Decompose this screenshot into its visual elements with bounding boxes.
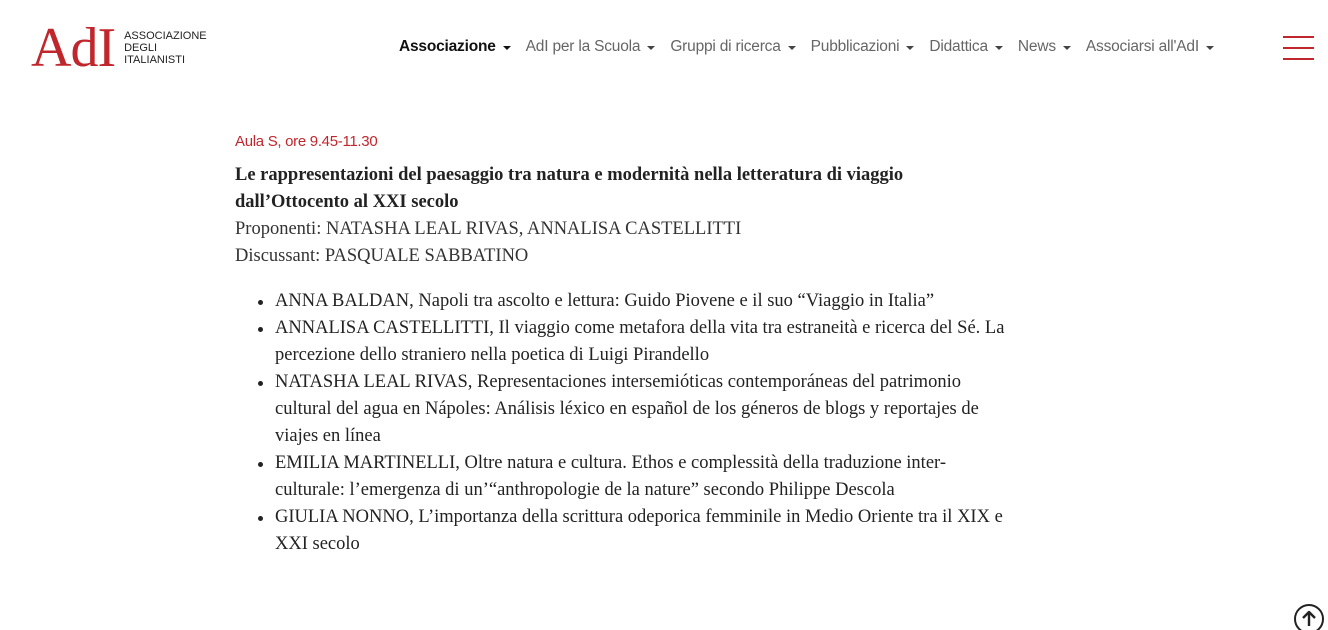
arrow-up-circle-icon <box>1301 610 1317 628</box>
talk-list <box>275 288 1005 558</box>
list-item: NATASHA LEAL RIVAS, Representaciones intersemióticas contemporáneas del patrimonio cultural del agua en Nápoles: Análisis léxico en español de los géneros de blogs y reportajes de viajes en línea <box>275 369 1005 450</box>
hamburger-icon[interactable] <box>1283 36 1314 60</box>
chevron-down-icon <box>1063 46 1071 50</box>
hamburger-bar <box>1283 47 1314 49</box>
list-item: GIULIA NONNO, L’importanza della scrittura odeporica femminile in Medio Oriente tra il XIX e XXI secolo <box>275 504 1005 558</box>
list-item: ANNALISA CASTELLITTI, Il viaggio come metafora della vita tra estraneità e ricerca del Sé. La percezione dello straniero nella poetica di Luigi Pirandello <box>275 315 1005 369</box>
chevron-down-icon <box>647 46 655 50</box>
nav-item-pubblicazioni[interactable] <box>811 38 915 56</box>
logo-text-line: ITALIANISTI <box>124 54 186 66</box>
nav-item-gruppi-di-ricerca[interactable] <box>670 38 795 56</box>
nav-item-label: Pubblicazioni <box>810 38 900 55</box>
chevron-down-icon <box>906 46 914 50</box>
nav-item-label: Associazione <box>399 38 496 55</box>
site-header <box>0 0 1328 96</box>
main-nav <box>399 36 1229 58</box>
chevron-down-icon <box>503 46 511 50</box>
session-title: Le rappresentazioni del paesaggio tra natura e modernità nella letteratura di viaggio dall’Ottocento al XXI secolo <box>235 165 904 212</box>
logo-text-line: ASSOCIAZIONE <box>124 30 207 42</box>
chevron-down-icon <box>788 46 796 50</box>
nav-item-label: Gruppi di ricerca <box>670 38 781 55</box>
chevron-down-icon <box>995 46 1003 50</box>
nav-item-associarsi[interactable] <box>1086 38 1214 56</box>
session-content <box>235 132 1005 558</box>
session-proponenti: Proponenti: NATASHA LEAL RIVAS, ANNALISA CASTELLITTI <box>235 219 742 239</box>
hamburger-bar <box>1283 58 1314 60</box>
session-discussant: Discussant: PASQUALE SABBATINO <box>235 246 529 266</box>
scroll-to-top-button[interactable] <box>1294 604 1324 630</box>
logo-text <box>124 30 207 66</box>
nav-item-label: Associarsi all'AdI <box>1085 38 1199 55</box>
logo-mark: AdI <box>31 17 116 79</box>
nav-item-label: News <box>1017 38 1056 55</box>
nav-item-label: AdI per la Scuola <box>525 38 641 55</box>
list-item: EMILIA MARTINELLI, Oltre natura e cultura. Ethos e complessità della traduzione inter-culturale: l’emergenza di un’“anthropologie de la nature” secondo Philippe Descola <box>275 450 1005 504</box>
nav-item-adi-per-la-scuola[interactable] <box>526 38 656 56</box>
nav-item-associazione[interactable] <box>399 38 511 56</box>
nav-item-news[interactable] <box>1018 38 1071 56</box>
list-item: ANNA BALDAN, Napoli tra ascolto e lettura: Guido Piovene e il suo “Viaggio in Italia” <box>275 288 1005 315</box>
nav-item-label: Didattica <box>929 38 988 55</box>
nav-item-didattica[interactable] <box>929 38 1003 56</box>
logo-text-line: DEGLI <box>124 42 158 54</box>
session-time: Aula S, ore 9.45-11.30 <box>235 133 378 150</box>
site-logo[interactable] <box>31 17 207 79</box>
chevron-down-icon <box>1206 46 1214 50</box>
hamburger-bar <box>1283 36 1314 38</box>
